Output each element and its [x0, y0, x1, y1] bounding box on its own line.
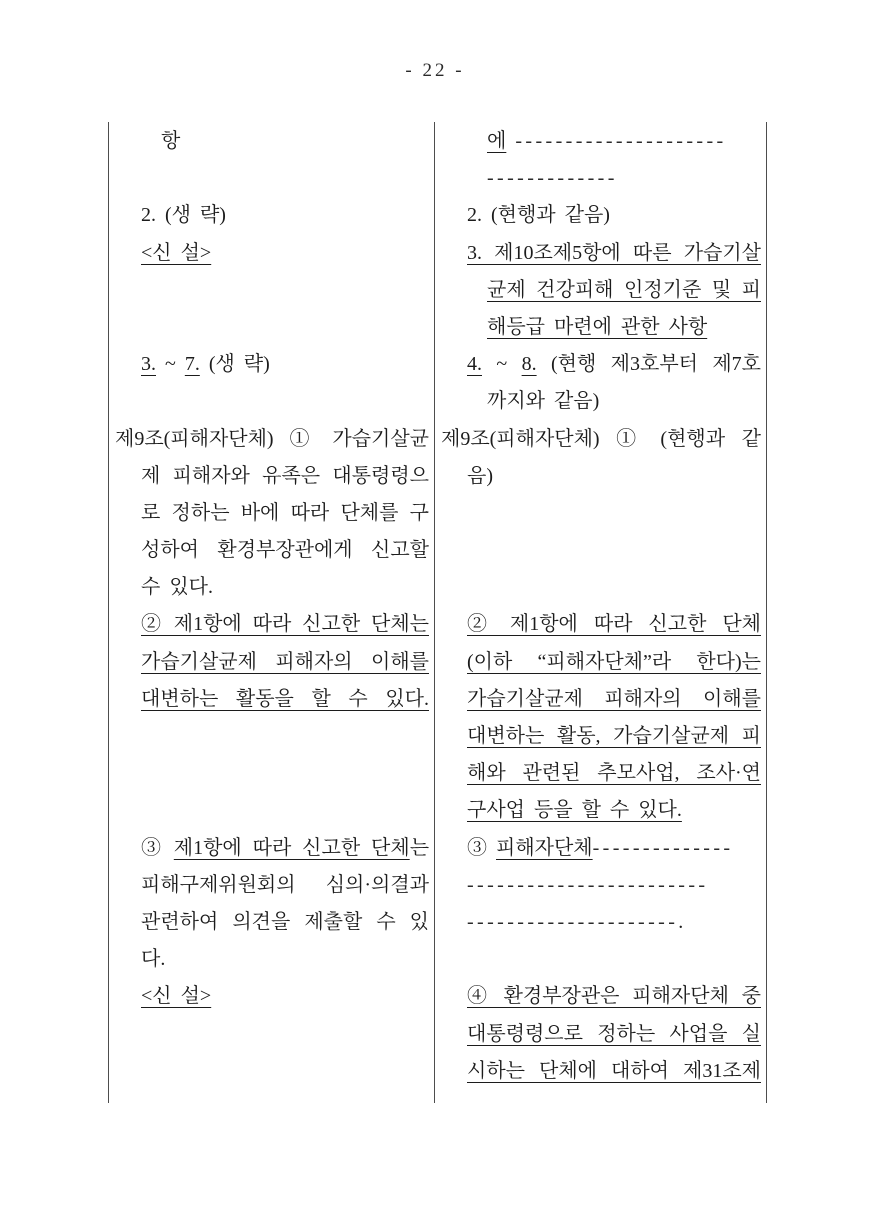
- text-line: [441, 830, 761, 867]
- blank-line: [115, 309, 429, 346]
- ditto-dashes: -------------: [487, 167, 618, 190]
- text-segment: 시하는 단체에 대하여 제31조제: [467, 1059, 761, 1082]
- text-segment: 대통령령으로 정하는 사업을 실: [467, 1022, 761, 1045]
- text-segment: 음): [467, 464, 493, 487]
- blank-line: [115, 755, 429, 792]
- text-segment: [506, 130, 515, 152]
- text-segment: 성하여 환경부장관에게 신고할: [141, 539, 429, 562]
- text-segment: 해와 관련된 추모사업, 조사·연: [467, 762, 761, 785]
- text-segment: 관련하여 의견을 제출할 수 있: [141, 910, 429, 933]
- text-segment: ④ 환경부장관은 피해자단체 중: [467, 985, 761, 1008]
- text-segment: ② 제1항에 따라 신고한 단체: [467, 613, 761, 636]
- text-segment: (현행 제3호부터 제7호: [536, 353, 761, 376]
- text-line: [115, 830, 429, 867]
- text-segment: 3.: [141, 353, 156, 376]
- current-law-column: [108, 122, 435, 1103]
- text-segment: 해등급 마련에 관한 사항: [487, 315, 708, 338]
- text-segment: 가습기살균제 피해자의 이해를: [467, 687, 761, 710]
- text-segment: ③: [141, 836, 174, 859]
- text-line: [441, 197, 761, 234]
- blank-line: [441, 569, 761, 606]
- text-line: [115, 346, 429, 383]
- text-line: [115, 421, 429, 458]
- text-line: [115, 458, 429, 495]
- ditto-dashes: ---------------------: [467, 910, 679, 933]
- text-line: [441, 718, 761, 755]
- ditto-dashes: --------------: [592, 836, 734, 859]
- text-segment: ③: [467, 836, 496, 859]
- text-line: [441, 346, 761, 383]
- text-line: [441, 123, 761, 160]
- blank-line: [441, 495, 761, 532]
- text-segment: 피해구제위원회의 심의·의결과: [141, 873, 429, 896]
- text-segment: 제 피해자와 유족은 대통령령으: [141, 464, 429, 487]
- text-segment: 에: [487, 130, 507, 152]
- text-segment: 수 있다.: [141, 576, 213, 599]
- text-segment: 제9조(피해자단체) ① (현행과 같: [441, 427, 761, 450]
- text-segment: 다.: [141, 948, 166, 971]
- text-segment: 제1항에 따라 신고한 단체: [173, 836, 410, 859]
- text-line: [441, 421, 761, 458]
- text-segment: 8.: [521, 353, 537, 376]
- text-line: [115, 495, 429, 532]
- text-segment: ~: [156, 353, 185, 376]
- text-line: [441, 755, 761, 792]
- text-segment: 제9조(피해자단체) ① 가습기살균: [115, 427, 429, 450]
- text-line: [115, 644, 429, 681]
- text-segment: 는: [409, 836, 429, 859]
- text-line: [441, 309, 761, 346]
- text-segment: 4.: [467, 353, 482, 376]
- blank-line: [115, 718, 429, 755]
- text-segment: ② 제1항에 따라 신고한 단체는: [141, 613, 429, 636]
- text-segment: 2. (현행과 같음): [467, 204, 610, 227]
- text-line: [441, 792, 761, 829]
- text-segment: 3. 제10조제5항에 따른 가습기살: [467, 241, 761, 264]
- blank-line: [441, 532, 761, 569]
- text-segment: 가습기살균제 피해자의 이해를: [141, 650, 429, 673]
- ditto-dashes: ------------------------: [467, 873, 709, 896]
- text-segment: 대변하는 활동을 할 수 있다.: [141, 687, 429, 710]
- text-line: [115, 904, 429, 941]
- text-segment: 7.: [184, 353, 200, 376]
- text-segment: 로 정하는 바에 따라 단체를 구: [141, 501, 429, 524]
- text-segment: 구사업 등을 할 수 있다.: [467, 799, 682, 822]
- text-line: [441, 272, 761, 309]
- text-segment: 항: [161, 130, 181, 152]
- text-line: [115, 681, 429, 718]
- text-line: [441, 235, 761, 272]
- text-line: [441, 867, 761, 904]
- text-segment: (생 략): [199, 353, 270, 376]
- text-line: [441, 458, 761, 495]
- text-segment: ~: [482, 353, 522, 376]
- blank-line: [115, 160, 429, 197]
- blank-line: [115, 792, 429, 829]
- text-segment: <신 설>: [141, 985, 212, 1008]
- text-segment: 2. (생 략): [141, 204, 226, 227]
- text-segment: .: [678, 910, 684, 933]
- text-line: [115, 235, 429, 272]
- text-line: [115, 569, 429, 606]
- text-segment: 피해자단체: [496, 836, 593, 859]
- blank-line: [441, 941, 761, 978]
- ditto-dashes: ---------------------: [515, 130, 727, 152]
- text-line: [441, 383, 761, 420]
- text-segment: 균제 건강피해 인정기준 및 피: [487, 278, 761, 301]
- text-line: [441, 1053, 761, 1090]
- text-line: [115, 941, 429, 978]
- text-line: [441, 978, 761, 1015]
- text-line: [441, 160, 761, 197]
- text-line: [441, 1016, 761, 1053]
- text-segment: <신 설>: [141, 241, 212, 264]
- text-line: [115, 606, 429, 643]
- text-line: [441, 681, 761, 718]
- comparison-table: [108, 122, 767, 1103]
- text-line: [115, 197, 429, 234]
- text-line: [115, 532, 429, 569]
- blank-line: [115, 272, 429, 309]
- text-segment: (이하 “피해자단체”라 한다)는: [467, 650, 761, 673]
- text-segment: 까지와 같음): [487, 390, 600, 413]
- blank-line: [115, 383, 429, 420]
- text-line: [441, 904, 761, 941]
- amendment-column: [435, 122, 767, 1103]
- text-segment: 대변하는 활동, 가습기살균제 피: [467, 725, 761, 747]
- text-line: [441, 606, 761, 643]
- text-line: [115, 123, 429, 160]
- page-number: - 22 -: [405, 60, 465, 81]
- text-line: [115, 867, 429, 904]
- text-line: [441, 644, 761, 681]
- text-line: [115, 978, 429, 1015]
